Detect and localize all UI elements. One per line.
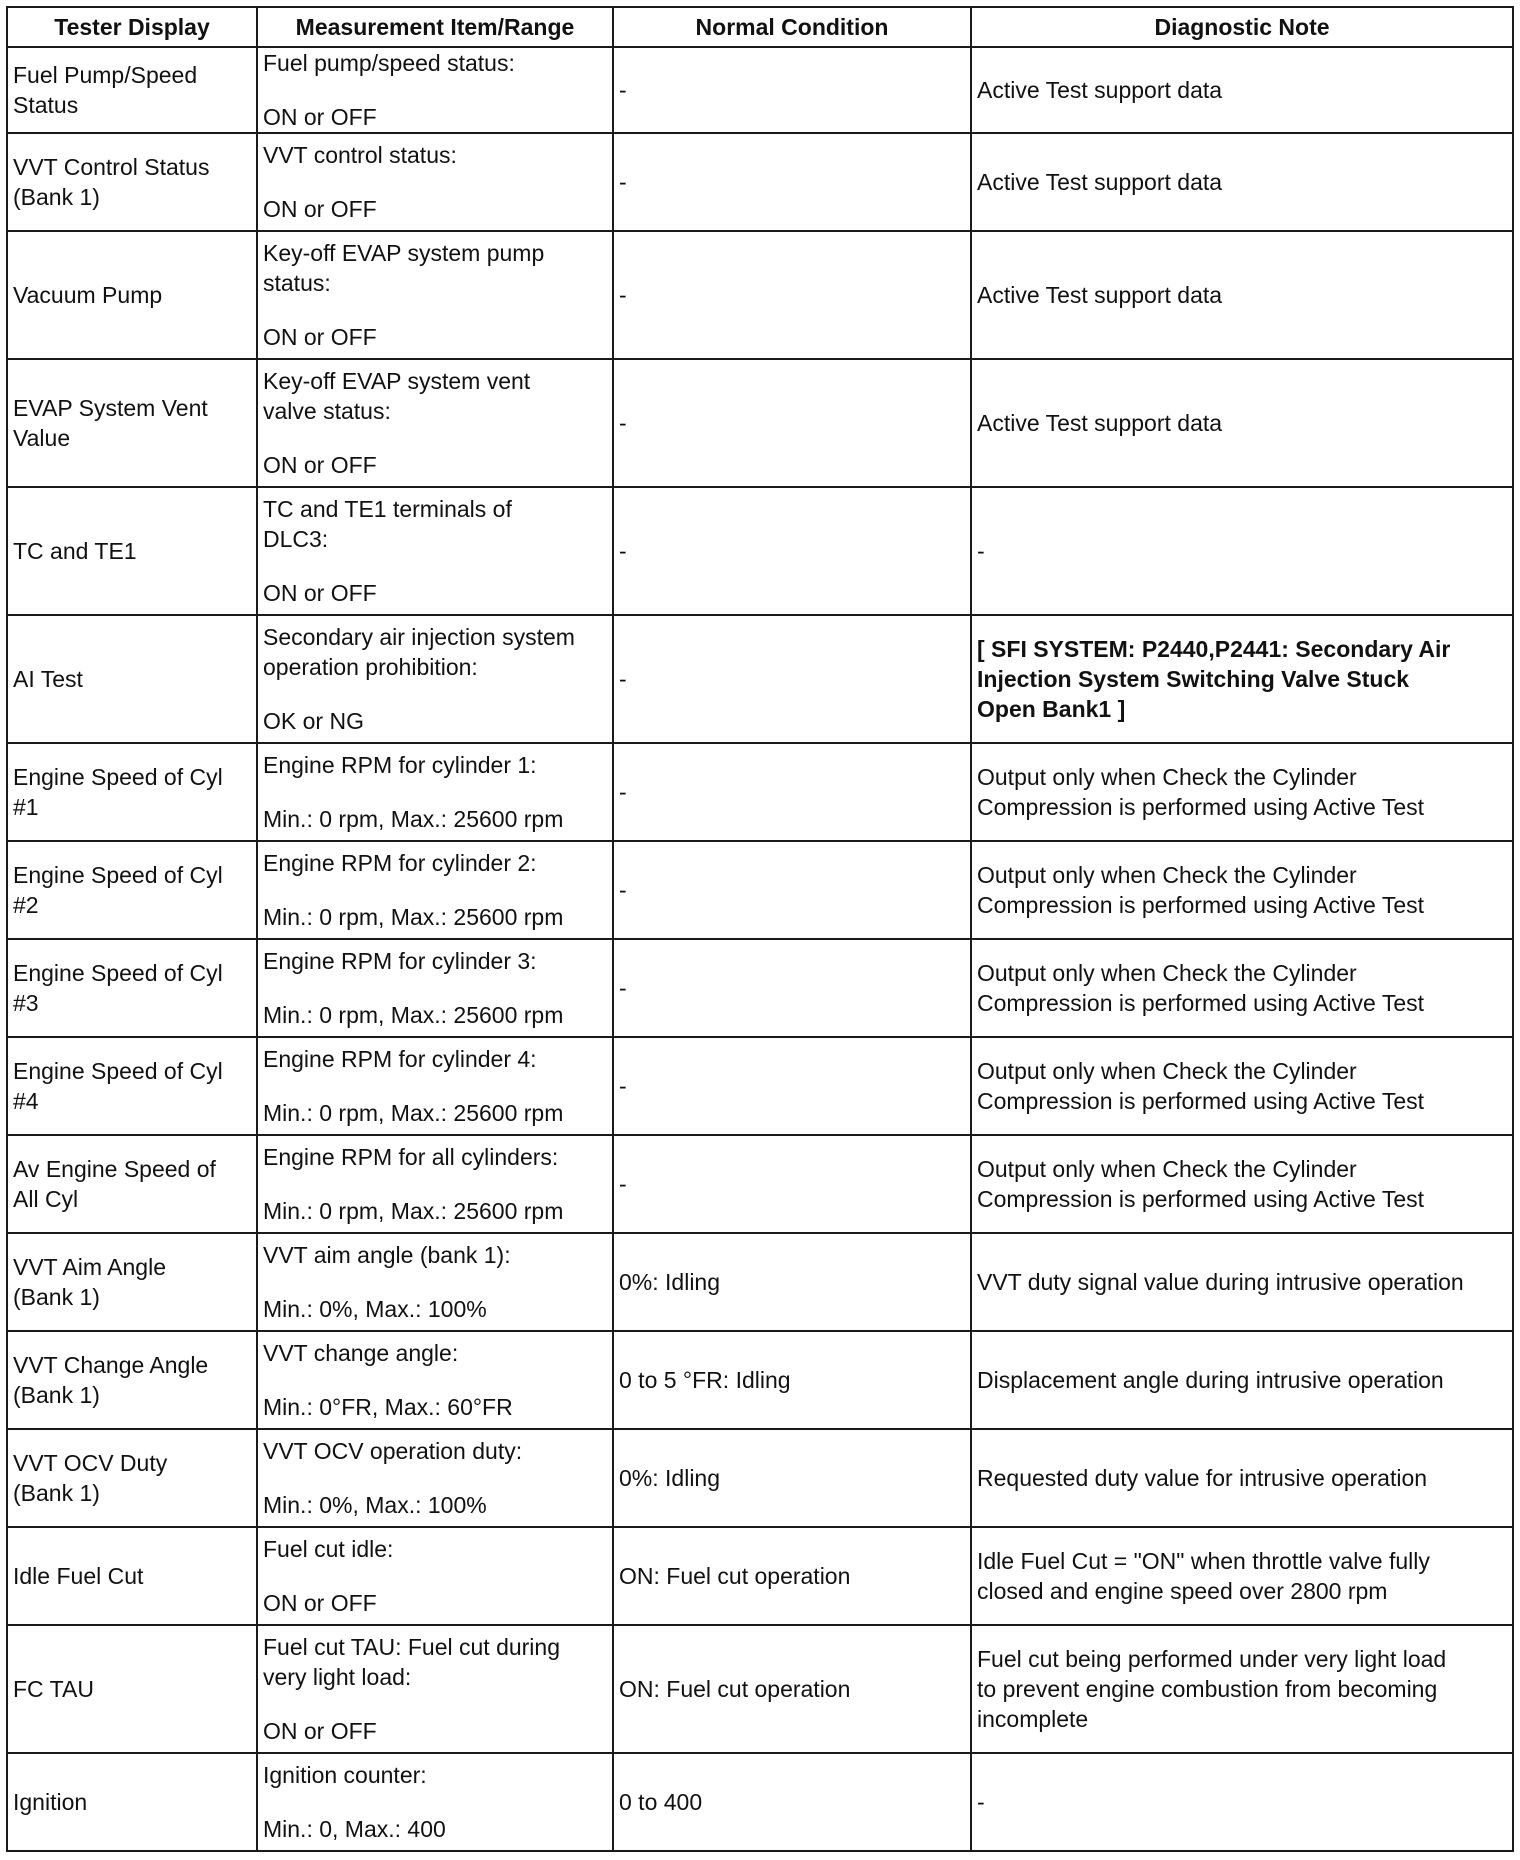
cell-diagnostic-note-line: Compression is performed using Active Test: [977, 1186, 1424, 1212]
cell-diagnostic-note-line: Compression is performed using Active Test: [977, 892, 1424, 918]
cell-diagnostic-note: [971, 1625, 1513, 1753]
cell-measurement-range-line: valve status:: [263, 398, 391, 424]
cell-measurement-range-line: Ignition counter:: [263, 1762, 427, 1788]
cell-tester-display: [7, 359, 257, 487]
cell-measurement-range-line: Engine RPM for all cylinders:: [263, 1144, 559, 1170]
table-row: [7, 1527, 1513, 1625]
cell-tester-display: [7, 133, 257, 231]
table-row: [7, 47, 1513, 133]
cell-normal-condition: -: [613, 841, 971, 939]
cell-tester-display-line: Fuel Pump/Speed: [13, 62, 198, 88]
table-row: [7, 1753, 1513, 1851]
cell-tester-display: [7, 841, 257, 939]
cell-measurement-range-line: Engine RPM for cylinder 3:: [263, 948, 537, 974]
range-value: Min.: 0°FR, Max.: 60°FR: [263, 1394, 513, 1420]
cell-measurement-range-line: TC and TE1 terminals of: [263, 496, 512, 522]
cell-diagnostic-note: [971, 487, 1513, 615]
cell-diagnostic-note-line: Active Test support data: [977, 169, 1223, 195]
cell-tester-display: [7, 231, 257, 359]
cell-tester-display-line: Engine Speed of Cyl: [13, 862, 223, 888]
cell-tester-display-line: Idle Fuel Cut: [13, 1563, 144, 1589]
cell-gap: [263, 1368, 606, 1392]
range-value: Min.: 0 rpm, Max.: 25600 rpm: [263, 1100, 564, 1126]
cell-measurement-range: [257, 743, 613, 841]
cell-gap: [263, 298, 606, 322]
cell-gap: [263, 1466, 606, 1490]
cell-diagnostic-note: [971, 1527, 1513, 1625]
cell-diagnostic-note-line: [ SFI SYSTEM: P2440,P2441: Secondary Air: [977, 636, 1451, 662]
cell-diagnostic-note-line: -: [977, 538, 985, 564]
table-row: [7, 1135, 1513, 1233]
cell-measurement-range: [257, 1331, 613, 1429]
cell-tester-display: [7, 1135, 257, 1233]
cell-tester-display-line: (Bank 1): [13, 1382, 100, 1408]
table-row: [7, 1429, 1513, 1527]
cell-tester-display-line: #4: [13, 1088, 39, 1114]
cell-diagnostic-note: [971, 47, 1513, 133]
table-row: [7, 133, 1513, 231]
cell-diagnostic-note: [971, 1331, 1513, 1429]
cell-normal-condition: -: [613, 1037, 971, 1135]
cell-measurement-range-line: Engine RPM for cylinder 1:: [263, 752, 537, 778]
cell-normal-condition: ON: Fuel cut operation: [613, 1527, 971, 1625]
cell-gap: [263, 1074, 606, 1098]
cell-tester-display-line: TC and TE1: [13, 538, 137, 564]
cell-diagnostic-note: [971, 939, 1513, 1037]
cell-diagnostic-note-line: Requested duty value for intrusive operation: [977, 1465, 1428, 1491]
cell-diagnostic-note: [971, 841, 1513, 939]
cell-tester-display: [7, 939, 257, 1037]
range-value: OK or NG: [263, 708, 364, 734]
range-value: Min.: 0, Max.: 400: [263, 1816, 446, 1842]
cell-diagnostic-note-line: to prevent engine combustion from becoming: [977, 1676, 1438, 1702]
table-row: [7, 231, 1513, 359]
cell-measurement-range: [257, 1625, 613, 1753]
cell-tester-display-line: VVT Change Angle: [13, 1352, 209, 1378]
cell-measurement-range-line: Key-off EVAP system vent: [263, 368, 531, 394]
cell-tester-display-line: FC TAU: [13, 1676, 94, 1702]
header-tester-display: Tester Display: [7, 7, 257, 47]
cell-diagnostic-note-line: Output only when Check the Cylinder: [977, 1058, 1357, 1084]
cell-measurement-range-line: VVT OCV operation duty:: [263, 1438, 523, 1464]
cell-tester-display-line: (Bank 1): [13, 184, 100, 210]
cell-measurement-range-line: DLC3:: [263, 526, 329, 552]
cell-diagnostic-note-line: Compression is performed using Active Test: [977, 990, 1424, 1016]
table-row: [7, 1233, 1513, 1331]
cell-measurement-range: [257, 231, 613, 359]
cell-normal-condition: -: [613, 231, 971, 359]
cell-measurement-range-line: VVT change angle:: [263, 1340, 459, 1366]
cell-diagnostic-note: [971, 133, 1513, 231]
cell-measurement-range: [257, 487, 613, 615]
cell-tester-display-line: #1: [13, 794, 39, 820]
table-row: [7, 743, 1513, 841]
cell-tester-display: [7, 615, 257, 743]
range-value: Min.: 0 rpm, Max.: 25600 rpm: [263, 1198, 564, 1224]
cell-measurement-range-line: Fuel cut TAU: Fuel cut during: [263, 1634, 561, 1660]
cell-diagnostic-note: [971, 1135, 1513, 1233]
cell-tester-display: [7, 47, 257, 133]
cell-measurement-range: [257, 1429, 613, 1527]
cell-diagnostic-note: [971, 1233, 1513, 1331]
range-value: ON or OFF: [263, 452, 377, 478]
cell-tester-display-line: Engine Speed of Cyl: [13, 764, 223, 790]
cell-measurement-range-line: very light load:: [263, 1664, 412, 1690]
cell-normal-condition: ON: Fuel cut operation: [613, 1625, 971, 1753]
cell-gap: [263, 878, 606, 902]
cell-tester-display: [7, 1331, 257, 1429]
cell-gap: [263, 1692, 606, 1716]
header-measurement-range: Measurement Item/Range: [257, 7, 613, 47]
cell-tester-display-line: #2: [13, 892, 39, 918]
cell-diagnostic-note-line: Active Test support data: [977, 410, 1223, 436]
cell-measurement-range-line: VVT aim angle (bank 1):: [263, 1242, 511, 1268]
cell-tester-display-line: Av Engine Speed of: [13, 1156, 216, 1182]
cell-gap: [263, 780, 606, 804]
cell-diagnostic-note-line: Active Test support data: [977, 282, 1223, 308]
range-value: ON or OFF: [263, 324, 377, 350]
cell-tester-display: [7, 1753, 257, 1851]
cell-tester-display-line: #3: [13, 990, 39, 1016]
cell-diagnostic-note: [971, 615, 1513, 743]
range-value: ON or OFF: [263, 1590, 377, 1616]
cell-measurement-range: [257, 1233, 613, 1331]
table-row: [7, 359, 1513, 487]
header-normal-condition: Normal Condition: [613, 7, 971, 47]
range-value: Min.: 0 rpm, Max.: 25600 rpm: [263, 1002, 564, 1028]
cell-tester-display: [7, 1037, 257, 1135]
cell-diagnostic-note-line: -: [977, 1789, 985, 1815]
cell-normal-condition: -: [613, 47, 971, 133]
cell-measurement-range: [257, 1037, 613, 1135]
cell-measurement-range: [257, 133, 613, 231]
cell-normal-condition: -: [613, 133, 971, 231]
cell-tester-display: [7, 1625, 257, 1753]
cell-diagnostic-note-line: Active Test support data: [977, 77, 1223, 103]
cell-gap: [263, 78, 606, 102]
cell-tester-display: [7, 1233, 257, 1331]
cell-measurement-range: [257, 939, 613, 1037]
data-list-table: [6, 6, 1514, 1852]
cell-gap: [263, 426, 606, 450]
cell-gap: [263, 1172, 606, 1196]
cell-diagnostic-note-line: Idle Fuel Cut = "ON" when throttle valve fully: [977, 1548, 1430, 1574]
table-row: [7, 841, 1513, 939]
range-value: Min.: 0 rpm, Max.: 25600 rpm: [263, 904, 564, 930]
range-value: Min.: 0 rpm, Max.: 25600 rpm: [263, 806, 564, 832]
cell-gap: [263, 170, 606, 194]
cell-measurement-range-line: Engine RPM for cylinder 4:: [263, 1046, 537, 1072]
table-row: [7, 1037, 1513, 1135]
range-value: Min.: 0%, Max.: 100%: [263, 1492, 487, 1518]
range-value: ON or OFF: [263, 1718, 377, 1744]
cell-normal-condition: 0%: Idling: [613, 1233, 971, 1331]
cell-diagnostic-note-line: Output only when Check the Cylinder: [977, 862, 1357, 888]
cell-measurement-range-line: operation prohibition:: [263, 654, 478, 680]
cell-tester-display: [7, 1429, 257, 1527]
cell-diagnostic-note-line: Fuel cut being performed under very light load: [977, 1646, 1447, 1672]
cell-measurement-range: [257, 1527, 613, 1625]
table-row: [7, 487, 1513, 615]
cell-measurement-range: [257, 47, 613, 133]
cell-measurement-range: [257, 1135, 613, 1233]
range-value: ON or OFF: [263, 580, 377, 606]
cell-tester-display: [7, 487, 257, 615]
cell-diagnostic-note-line: closed and engine speed over 2800 rpm: [977, 1578, 1388, 1604]
cell-tester-display-line: EVAP System Vent: [13, 395, 208, 421]
cell-diagnostic-note-line: Output only when Check the Cylinder: [977, 764, 1357, 790]
range-value: ON or OFF: [263, 196, 377, 222]
cell-diagnostic-note-line: Displacement angle during intrusive operation: [977, 1367, 1444, 1393]
cell-normal-condition: 0 to 400: [613, 1753, 971, 1851]
range-value: Min.: 0%, Max.: 100%: [263, 1296, 487, 1322]
cell-normal-condition: -: [613, 1135, 971, 1233]
cell-measurement-range-line: Fuel cut idle:: [263, 1536, 394, 1562]
cell-normal-condition: -: [613, 359, 971, 487]
cell-measurement-range: [257, 1753, 613, 1851]
cell-gap: [263, 976, 606, 1000]
cell-tester-display-line: Status: [13, 92, 79, 118]
range-value: ON or OFF: [263, 104, 377, 130]
cell-gap: [263, 1790, 606, 1814]
cell-diagnostic-note-line: Compression is performed using Active Test: [977, 794, 1424, 820]
cell-tester-display: [7, 1527, 257, 1625]
cell-tester-display-line: Value: [13, 425, 71, 451]
cell-tester-display-line: VVT Control Status: [13, 154, 210, 180]
cell-diagnostic-note-line: Output only when Check the Cylinder: [977, 960, 1357, 986]
cell-tester-display-line: All Cyl: [13, 1186, 79, 1212]
cell-normal-condition: -: [613, 615, 971, 743]
cell-tester-display-line: (Bank 1): [13, 1480, 100, 1506]
cell-diagnostic-note-line: Injection System Switching Valve Stuck: [977, 666, 1410, 692]
cell-diagnostic-note-line: Output only when Check the Cylinder: [977, 1156, 1357, 1182]
cell-diagnostic-note-line: Compression is performed using Active Test: [977, 1088, 1424, 1114]
cell-tester-display-line: (Bank 1): [13, 1284, 100, 1310]
cell-tester-display-line: VVT OCV Duty: [13, 1450, 168, 1476]
table-row: [7, 615, 1513, 743]
cell-tester-display-line: Engine Speed of Cyl: [13, 1058, 223, 1084]
cell-measurement-range-line: Key-off EVAP system pump: [263, 240, 545, 266]
cell-diagnostic-note-line: Open Bank1 ]: [977, 696, 1126, 722]
cell-tester-display-line: Engine Speed of Cyl: [13, 960, 223, 986]
cell-normal-condition: 0%: Idling: [613, 1429, 971, 1527]
cell-measurement-range: [257, 841, 613, 939]
header-diagnostic-note: Diagnostic Note: [971, 7, 1513, 47]
cell-measurement-range-line: Fuel pump/speed status:: [263, 50, 515, 76]
cell-gap: [263, 682, 606, 706]
cell-gap: [263, 554, 606, 578]
cell-tester-display-line: Ignition: [13, 1789, 88, 1815]
cell-measurement-range: [257, 615, 613, 743]
cell-diagnostic-note: [971, 1753, 1513, 1851]
cell-diagnostic-note-line: VVT duty signal value during intrusive operation: [977, 1269, 1464, 1295]
header-row: [7, 7, 1513, 47]
cell-tester-display-line: VVT Aim Angle: [13, 1254, 166, 1280]
cell-measurement-range-line: Secondary air injection system: [263, 624, 575, 650]
data-list-sheet: [6, 6, 1512, 1852]
cell-diagnostic-note: [971, 1037, 1513, 1135]
cell-measurement-range-line: Engine RPM for cylinder 2:: [263, 850, 537, 876]
cell-measurement-range: [257, 359, 613, 487]
cell-diagnostic-note-line: incomplete: [977, 1706, 1089, 1732]
table-row: [7, 939, 1513, 1037]
cell-measurement-range-line: status:: [263, 270, 331, 296]
cell-tester-display: [7, 743, 257, 841]
cell-measurement-range-line: VVT control status:: [263, 142, 457, 168]
cell-normal-condition: -: [613, 939, 971, 1037]
table-row: [7, 1625, 1513, 1753]
cell-normal-condition: -: [613, 743, 971, 841]
cell-diagnostic-note: [971, 231, 1513, 359]
cell-diagnostic-note: [971, 1429, 1513, 1527]
cell-normal-condition: -: [613, 487, 971, 615]
cell-gap: [263, 1564, 606, 1588]
cell-diagnostic-note: [971, 359, 1513, 487]
cell-tester-display-line: Vacuum Pump: [13, 282, 163, 308]
cell-tester-display-line: AI Test: [13, 666, 83, 692]
table-body: [7, 47, 1513, 1851]
cell-normal-condition: 0 to 5 °FR: Idling: [613, 1331, 971, 1429]
cell-diagnostic-note: [971, 743, 1513, 841]
table-row: [7, 1331, 1513, 1429]
cell-gap: [263, 1270, 606, 1294]
